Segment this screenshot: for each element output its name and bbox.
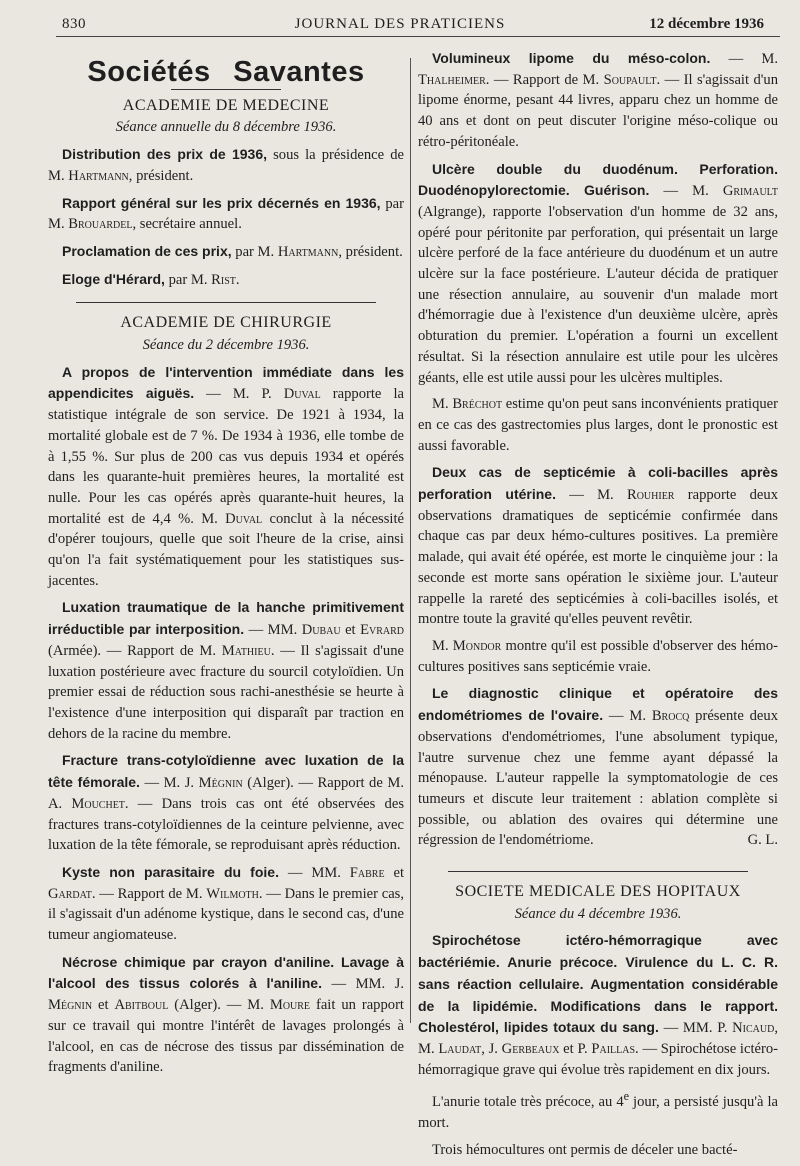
text: conclut à la nécessité d'opérer toujours, quelle que soit l'heure de la crise, ainsi qu'on l'a fait systématiquement pour les statistiques sus-jacentes.	[48, 510, 405, 589]
author-name: Thalheimer	[418, 71, 486, 88]
text: par M.	[231, 243, 278, 260]
article-lead: Kyste non parasitaire du foie.	[62, 863, 279, 880]
article-paragraph	[418, 930, 778, 1080]
text: et	[384, 864, 405, 881]
author-name: Wilmoth	[206, 885, 259, 902]
article-lead: Fracture trans-cotyloïdienne avec luxation de la tête fémorale.	[48, 752, 404, 791]
text: sous la présidence de M.	[48, 147, 404, 184]
page-number: 830	[62, 16, 86, 32]
article-paragraph	[418, 1086, 778, 1133]
text: — M.	[555, 487, 627, 504]
session-date: Séance du 2 décembre 1936.	[142, 337, 310, 354]
section-title-societe-medicale: SOCIETE MEDICALE DES HOPITAUX	[455, 883, 741, 901]
author-name: Grimault	[722, 183, 778, 200]
journal-title: JOURNAL DES PRATICIENS	[294, 16, 506, 32]
text: , secrétaire annuel.	[132, 216, 242, 233]
author-name: Mondor	[452, 637, 502, 654]
text: — M. J.	[139, 775, 199, 792]
article-paragraph	[418, 683, 778, 851]
author-name: Paillas	[591, 1040, 636, 1057]
title-rule	[171, 89, 281, 90]
text: (Alger). — M.	[168, 997, 270, 1014]
session-date: Séance du 4 décembre 1936.	[514, 905, 682, 922]
text: et	[92, 997, 115, 1014]
article-lead: Proclamation de ces prix,	[62, 242, 232, 259]
text: . — Il s'agissait d'une luxation postérieure avec fracture du sourcil cotyloïdien. Un premier essai de réduction sous rachi-anesthésie se heurte à l'existence d'une interposition qui disparaît par traction en dehors de la racine du membre.	[48, 642, 404, 742]
author-name: Evrard	[360, 622, 405, 639]
author-name: Mouchet	[71, 795, 125, 812]
author-name: Mégnin	[198, 775, 243, 792]
author-name: Brouardel	[68, 216, 133, 233]
author-name: Soupault	[603, 71, 657, 88]
author-signature: G. L.	[747, 832, 778, 849]
text: , président.	[338, 243, 403, 260]
article-lead: A propos de l'intervention immédiate dans les appendicites aiguës.	[48, 363, 404, 402]
text: . — Dans trois cas ont été observées des fractures trans-cotyloïdiennes de la ceinture pelvienne, avec luxation de la tête fémorale, se reproduisant après réduction.	[48, 795, 404, 854]
article-lead: Deux cas de septicémie à coli-bacilles après perforation utérine.	[418, 464, 778, 503]
author-name: Rouhier	[626, 487, 675, 504]
text: — M.	[710, 51, 779, 67]
article-lead: Luxation traumatique de la hanche primitivement irréductible par interposition.	[48, 599, 404, 638]
text: M.	[432, 396, 453, 413]
article-paragraph	[48, 241, 404, 263]
author-name: Mathieu	[221, 642, 271, 659]
section-rule	[76, 302, 376, 303]
session-date: Séance annuelle du 8 décembre 1936.	[115, 119, 337, 136]
article-paragraph	[48, 750, 404, 856]
author-name: Rist	[211, 271, 236, 288]
section-title-academie-medecine: ACADEMIE DE MEDECINE	[122, 96, 330, 114]
text: montre qu'il est possible d'observer des hémo-cultures positives sans septicémie vraie.	[418, 637, 778, 675]
text: — M.	[603, 708, 652, 725]
text: , président.	[128, 167, 194, 184]
text: Trois hémocultures ont permis de déceler une bacté-	[432, 1141, 738, 1158]
right-column	[418, 48, 778, 1166]
author-name: Bréchot	[452, 396, 503, 413]
text: estime qu'on peut sans inconvénients pratiquer en ce cas des gastrectomies plus larges, dont le pronostic est aussi favorable.	[418, 396, 778, 454]
author-name: Abitboul	[114, 997, 169, 1014]
issue-date: 12 décembre 1936	[649, 16, 764, 32]
article-paragraph	[48, 952, 404, 1078]
article-lead: Rapport général sur les prix décernés en 1936,	[62, 194, 381, 211]
article-paragraph	[48, 597, 404, 744]
text: M.	[432, 637, 453, 654]
article-paragraph	[418, 48, 778, 153]
text: , M.	[418, 1020, 778, 1057]
author-name: Mégnin	[48, 997, 93, 1014]
author-name: Laudat	[438, 1040, 482, 1057]
text: , J.	[481, 1040, 502, 1057]
superscript: e	[623, 1089, 630, 1104]
column-divider	[410, 58, 411, 1023]
author-name: Duval	[283, 386, 321, 403]
text: — M.	[649, 183, 723, 200]
header-rule	[56, 36, 780, 37]
article-paragraph	[418, 462, 778, 630]
text: — MM.	[244, 622, 302, 639]
text: par M.	[48, 195, 404, 233]
text: — MM. P.	[658, 1020, 733, 1037]
text: . — Spirochétose ictéro-hémorragique grave qui évolue très rapidement en dix jours.	[418, 1040, 779, 1078]
article-paragraph	[418, 394, 778, 456]
article-paragraph	[48, 144, 404, 186]
article-lead: Volumineux lipome du méso-colon.	[432, 50, 711, 66]
page-header	[0, 0, 800, 40]
text: . — Dans le premier cas, il s'agissait d'un adénome kystique, dans le second cas, d'une tumeur angiomateuse.	[48, 885, 405, 944]
article-paragraph	[48, 862, 404, 946]
text: . — Rapport de M.	[485, 71, 604, 88]
text: et P.	[559, 1040, 592, 1057]
text: (Algrange), rapporte l'observation d'un homme de 32 ans, opéré pour péritonite par perforation, qui présentait un large ulcère perforé de la face antérieure du duodénum et un autre ulcère sur la face postérieure. L'auteur décida de pratiquer une résection annulaire, au souvenir d'un malade mort d'hémorragie due à l'existence d'un deuxième ulcère, après obturation du premier. L'opération a fourni un excellent résultat. Si la résection annulaire est utile pour les ulcères géants, elle est utile aussi pour les ulcères multiples.	[418, 203, 778, 386]
article-paragraph	[418, 159, 778, 389]
text: (Armée). — Rapport de M.	[48, 642, 222, 659]
text: L'anurie totale très précoce, au 4	[432, 1094, 624, 1111]
author-name: Gerbeaux	[501, 1040, 560, 1057]
author-name: Fabre	[349, 864, 385, 881]
article-paragraph	[418, 636, 778, 677]
text: . — Il s'agissait d'un lipome énorme, pesant 44 livres, apparu chez un homme de 40 ans et dont on peut discuter l'origine méso-colique ou rétro-péritonéale.	[418, 71, 778, 150]
text: — M. P.	[194, 386, 284, 403]
author-name: Brocq	[651, 708, 690, 725]
text: — MM. J.	[322, 976, 405, 993]
author-name: Nicaud	[732, 1020, 775, 1037]
article-lead: Ulcère double du duodénum. Perforation. Duodénopylorectomie. Guérison.	[418, 160, 778, 199]
text: . — Rapport de M.	[91, 885, 207, 902]
article-lead: Le diagnostic clinique et opératoire des endométriomes de l'ovaire.	[418, 685, 778, 724]
author-name: Hartmann	[277, 243, 339, 260]
text: (Alger). — Rapport de M. A.	[48, 775, 404, 812]
text: .	[235, 271, 240, 288]
author-name: Hartmann	[68, 167, 129, 184]
text: présente deux observations d'endométriomes, l'une absolument typique, l'autre survenue chez une femme ayant dépassé la ménopause. L'auteur rappelle la symptomatologie de ces tumeurs et discute leur traitement : ablation complète si possible, ou ablation des ovaires qui détermine une régression de l'endométriome.	[418, 708, 778, 849]
author-name: Dubau	[301, 622, 341, 639]
author-name: Moure	[269, 997, 311, 1014]
article-paragraph	[48, 269, 404, 291]
article-lead: Distribution des prix de 1936,	[62, 146, 268, 163]
article-lead: Eloge d'Hérard,	[62, 270, 165, 287]
section-rule	[448, 871, 748, 872]
text: fait un rapport sur ce travail qui montre l'intérêt de lavages prolongés à l'alcool, en cas de nécrose des tissus par dissémination de fragments d'aniline.	[48, 997, 404, 1076]
article-paragraph	[418, 1140, 778, 1161]
left-column	[48, 48, 404, 1084]
author-name: Gardat	[48, 885, 92, 902]
section-title-academie-chirurgie: ACADEMIE DE CHIRURGIE	[120, 314, 332, 332]
text: et	[340, 622, 361, 639]
article-paragraph	[48, 193, 404, 235]
main-title: Sociétés Savantes	[87, 56, 365, 88]
article-paragraph	[48, 362, 404, 592]
article-lead: Nécrose chimique par crayon d'aniline. Lavage à l'alcool des tissus colorés à l'aniline.	[48, 953, 404, 992]
text: jour, a persisté jusqu'à la mort.	[418, 1094, 778, 1131]
text: rapporte deux observations dramatiques de septicémie confirmée dans chaque cas par deux hémo-cultures positives. La première malade, qui avait été opérée, est morte le cinquième jour : la seconde est morte sans opération le sixième jour. L'auteur rappelle la rareté des septicémies à coli-bacilles isolés, et montre toute la gravité qu'elles peuvent revêtir.	[418, 487, 778, 628]
text: par M.	[164, 271, 212, 288]
text: rapporte la statistique intégrale de son service. De 1921 à 1934, la mortalité globale est de 7 %. De 1934 à 1936, elle tombe de à 1,55 %. Sur plus de 200 cas vus depuis 1934 et opérés dans les quarante-huit premières heures, la mortalité est nulle. Pour les cas opérés après quarante-huit heures, la mortalité est de 4,4 %. M.	[48, 386, 404, 527]
article-lead: Spirochétose ictéro-hémorragique avec bactériémie. Anurie précoce. Virulence du L. C. R. sans réaction cellulaire. Augmentation considérable de la lipidémie. Modifications dans le rapport. Cholestérol, lipides totaux du sang.	[418, 932, 778, 1036]
text: — MM.	[278, 864, 350, 881]
author-name: Duval	[225, 510, 263, 527]
